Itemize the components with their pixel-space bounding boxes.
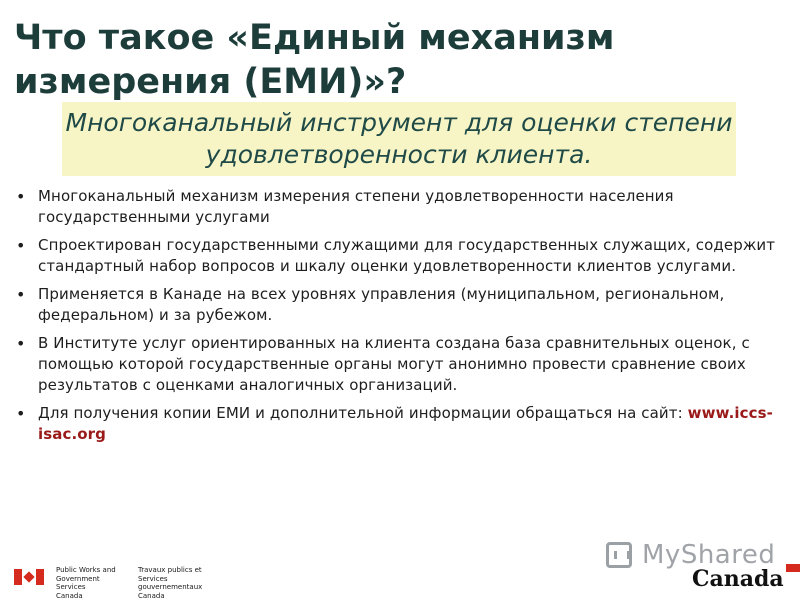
presentation-icon (606, 542, 632, 568)
bullet-item: • В Институте услуг ориентированных на клиента создана база сравнительных оценок, с помощью которой государственные органы могут анонимно провести сравнение своих результатов с оценками аналогичных организаций. (14, 333, 784, 396)
bullet-item: • Многоканальный механизм измерения степени удовлетворенности населения государственными услугами (14, 186, 784, 228)
subtitle-banner (62, 102, 736, 176)
bullet-item: • Спроектирован государственными служащими для государственных служащих, содержит стандартный набор вопросов и шкалу оценки удовлетворенности клиентов услугами. (14, 235, 784, 277)
bullet-list (14, 186, 784, 452)
watermark-text: MyShared (642, 540, 776, 570)
bullet-item (14, 403, 784, 445)
canada-wordmark: Canada (692, 564, 800, 592)
department-name-en: Public Works and Government Services Canada (56, 566, 116, 600)
contact-text: Для получения копии ЕМИ и дополнительной информации обращаться на сайт: (38, 404, 683, 422)
slide-title: Что такое «Единый механизм измерения (ЕМИ)»? (14, 18, 615, 102)
bullet-item: • Применяется в Канаде на всех уровнях управления (муниципальном, региональном, федеральном) и за рубежом. (14, 284, 784, 326)
department-name-fr: Travaux publics et Services gouvernementaux Canada (138, 566, 203, 600)
website-link[interactable]: www.iccs-isac.org (38, 404, 773, 443)
government-signature (14, 566, 228, 600)
canada-flag-icon (14, 569, 44, 585)
wordmark-flag-icon (786, 564, 800, 572)
subtitle-text: Многоканальный инструмент для оценки степени удовлетворенности клиента. (65, 108, 733, 169)
